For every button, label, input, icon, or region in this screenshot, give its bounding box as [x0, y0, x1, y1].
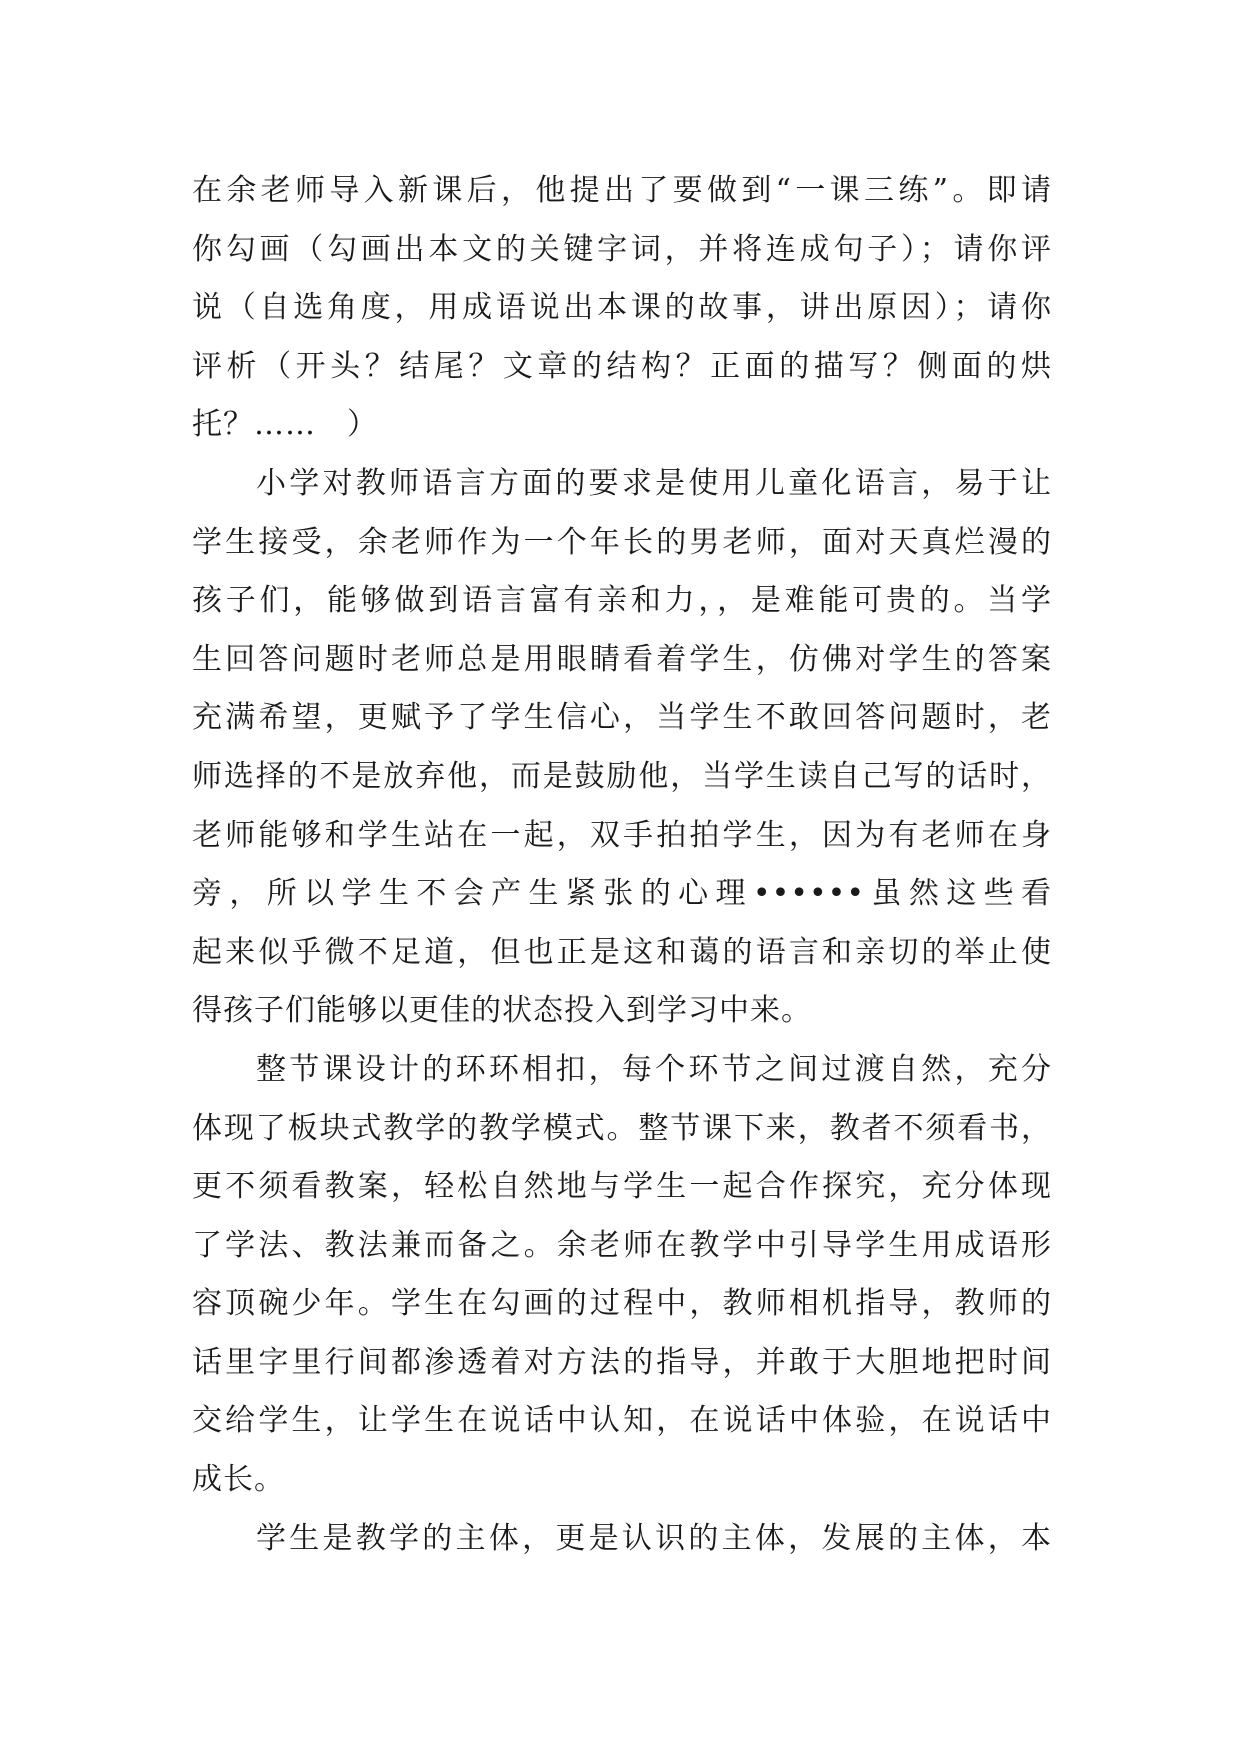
text-line: 交给学生，让学生在说话中认知，在说话中体验，在说话中 — [192, 1403, 1052, 1439]
paragraph — [192, 1041, 1052, 1510]
text-line: 老师能够和学生站在一起，双手拍拍学生，因为有老师在身 — [192, 817, 1052, 853]
text-line: 话里字里行间都渗透着对方法的指导，并敢于大胆地把时间 — [192, 1344, 1052, 1380]
text-line: 生回答问题时老师总是用眼睛看着学生，仿佛对学生的答案 — [192, 641, 1052, 677]
text-line: 学生是教学的主体，更是认识的主体，发展的主体，本 — [256, 1520, 1052, 1556]
body-text — [192, 162, 1052, 1568]
text-line: 更不须看教案，轻松自然地与学生一起合作探究，充分体现 — [192, 1169, 1052, 1205]
text-line: 评析（开头？结尾？文章的结构？正面的描写？侧面的烘 — [192, 348, 1052, 384]
text-line: 说（自选角度，用成语说出本课的故事，讲出原因）；请你 — [192, 290, 1052, 326]
text-line: 起来似乎微不足道，但也正是这和蔼的语言和亲切的举止使 — [192, 934, 1052, 970]
text-line: 体现了板块式教学的教学模式。整节课下来，教者不须看书， — [192, 1110, 1052, 1146]
text-line: 旁，所以学生不会产生紧张的心理••••••虽然这些看 — [192, 876, 1052, 912]
text-line: 师选择的不是放弃他，而是鼓励他，当学生读自己写的话时， — [192, 758, 1052, 794]
text-line: 容顶碗少年。学生在勾画的过程中，教师相机指导，教师的 — [192, 1286, 1052, 1322]
paragraph — [192, 455, 1052, 1041]
text-line: 学生接受，余老师作为一个年长的男老师，面对天真烂漫的 — [192, 524, 1052, 560]
text-line: 孩子们，能够做到语言富有亲和力，，是难能可贵的。当学 — [192, 583, 1052, 619]
paragraph — [192, 162, 1052, 455]
paragraph — [192, 1510, 1052, 1569]
text-line: 充满希望，更赋予了学生信心，当学生不敢回答问题时，老 — [192, 700, 1052, 736]
text-line: 小学对教师语言方面的要求是使用儿童化语言，易于让 — [256, 465, 1052, 501]
text-line: 在余老师导入新课后，他提出了要做到“一课三练”。即请 — [192, 173, 1052, 208]
text-line: 成长。 — [192, 1462, 285, 1498]
text-line: 你勾画（勾画出本文的关键字词，并将连成句子）；请你评 — [192, 231, 1052, 267]
text-line: 了学法、教法兼而备之。余老师在教学中引导学生用成语形 — [192, 1227, 1052, 1263]
text-line: 整节课设计的环环相扣，每个环节之间过渡自然，充分 — [256, 1051, 1052, 1087]
text-line: 得孩子们能够以更佳的状态投入到学习中来。 — [192, 993, 812, 1029]
text-line: 托？…… ） — [192, 407, 378, 443]
